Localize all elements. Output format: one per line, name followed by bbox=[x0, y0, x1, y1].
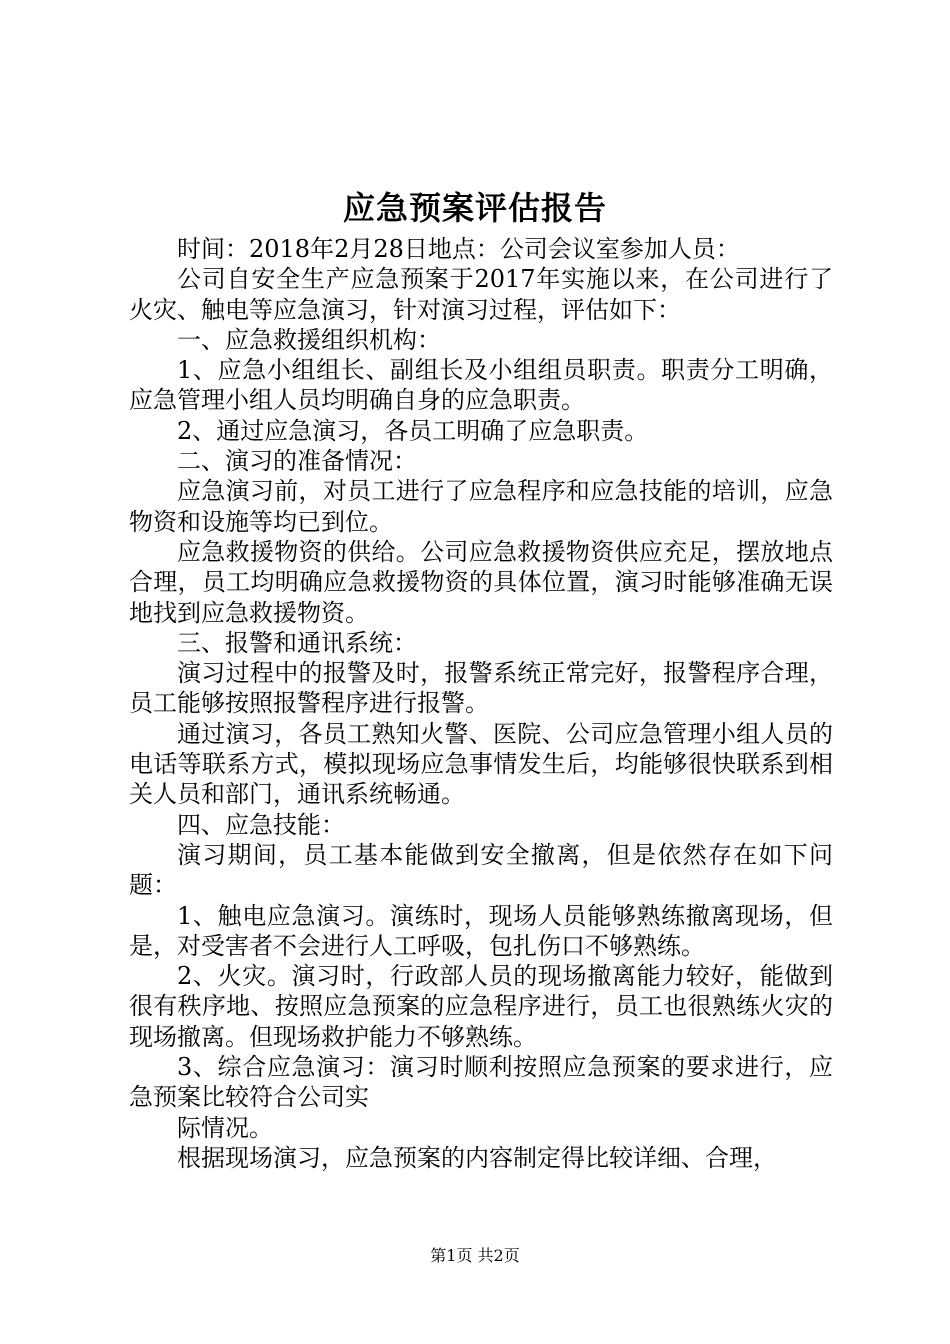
paragraph: 通过演习，各员工熟知火警、医院、公司应急管理小组人员的电话等联系方式，模拟现场应急事情发生后，均能够很快联系到相关人员和部门，通讯系统畅通。 bbox=[129, 719, 833, 809]
paragraph: 1、触电应急演习。演练时，现场人员能够熟练撤离现场，但是，对受害者不会进行人工呼吸，包扎伤口不够熟练。 bbox=[129, 901, 833, 960]
paragraph: 2、通过应急演习，各员工明确了应急职责。 bbox=[177, 416, 649, 445]
page-title: 应急预案评估报告 bbox=[342, 189, 607, 227]
paragraph: 时间：2018年2月28日地点：公司会议室参加人员： bbox=[177, 235, 740, 263]
paragraph: 应急救援物资的供给。公司应急救援物资供应充足，摆放地点合理，员工均明确应急救援物资的具体位置，演习时能够准确无误地找到应急救援物资。 bbox=[129, 537, 833, 627]
paragraph: 演习期间，员工基本能做到安全撤离，但是依然存在如下问题： bbox=[129, 840, 833, 900]
paragraph: 际情况。 bbox=[177, 1113, 273, 1142]
page-number-footer: 第1页 共2页 bbox=[430, 1246, 520, 1265]
section-heading: 二、演习的准备情况： bbox=[177, 447, 417, 476]
paragraph: 2、火灾。演习时，行政部人员的现场撤离能力较好，能做到很有秩序地、按照应急预案的应急程序进行，员工也很熟练火灾的现场撤离。但现场救护能力不够熟练。 bbox=[129, 962, 833, 1051]
paragraph: 演习过程中的报警及时，报警系统正常完好，报警程序合理，员工能够按照报警程序进行报警。 bbox=[129, 659, 833, 718]
section-heading: 一、应急救援组织机构： bbox=[177, 325, 441, 354]
document-body bbox=[129, 234, 833, 1173]
paragraph: 根据现场演习，应急预案的内容制定得比较详细、合理， bbox=[177, 1143, 777, 1172]
paragraph: 公司自安全生产应急预案于2017年实施以来，在公司进行了火灾、触电等应急演习，针对演习过程，评估如下： bbox=[129, 265, 833, 324]
paragraph: 应急演习前，对员工进行了应急程序和应急技能的培训，应急物资和设施等均已到位。 bbox=[129, 477, 833, 536]
paragraph: 3、综合应急演习：演习时顺利按照应急预案的要求进行，应急预案比较符合公司实 bbox=[129, 1053, 833, 1112]
section-heading: 三、报警和通讯系统： bbox=[177, 628, 417, 657]
section-heading: 四、应急技能： bbox=[177, 810, 345, 839]
paragraph: 1、应急小组组长、副组长及小组组员职责。职责分工明确，应急管理小组人员均明确自身的应急职责。 bbox=[129, 356, 833, 415]
